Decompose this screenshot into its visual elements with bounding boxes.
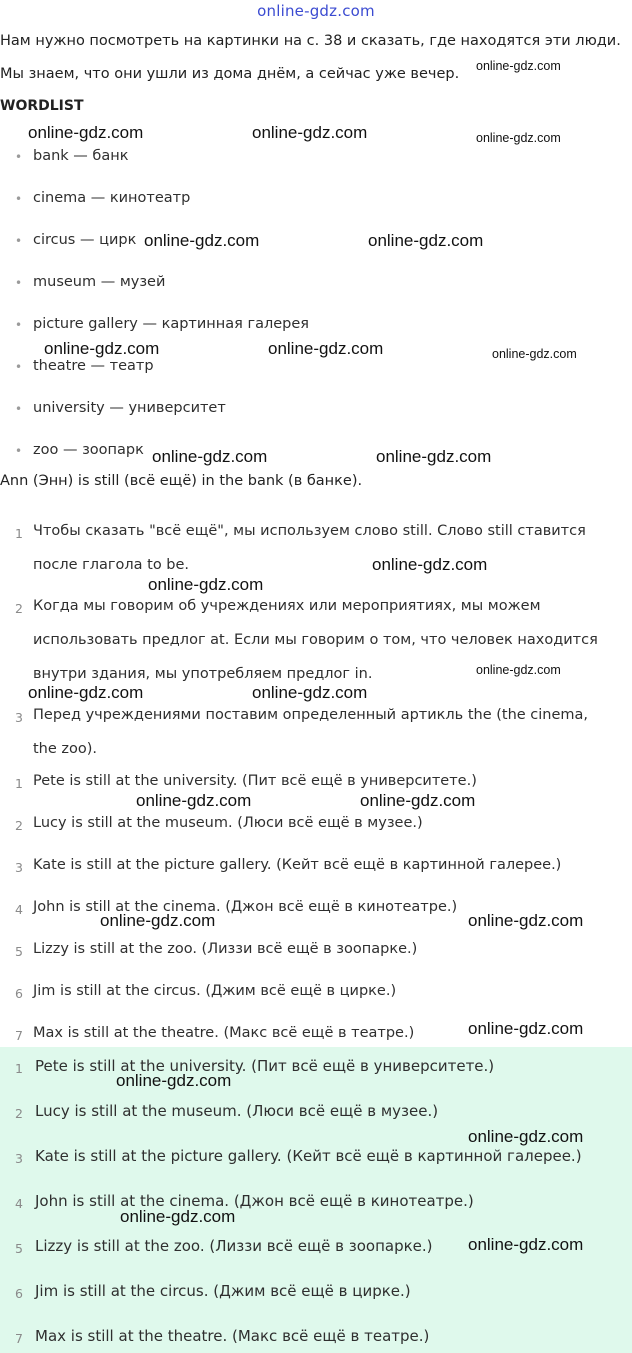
watermark: online-gdz.com bbox=[376, 447, 492, 466]
watermark: online-gdz.com bbox=[28, 683, 144, 702]
watermark: online-gdz.com bbox=[144, 231, 260, 250]
watermark: online-gdz.com bbox=[44, 339, 160, 358]
bullet: • bbox=[15, 150, 23, 164]
answer-number: 6 bbox=[15, 1286, 23, 1301]
answer-line: John is still at the cinema. (Джон всё ещё в кинотеатре.) bbox=[35, 1192, 474, 1210]
answer-number: 5 bbox=[15, 944, 23, 959]
rule-number: 2 bbox=[15, 601, 23, 616]
watermark: online-gdz.com bbox=[476, 663, 561, 677]
wordlist-title: WORDLIST bbox=[0, 98, 84, 114]
watermark: online-gdz.com bbox=[120, 1207, 236, 1226]
rule-line: использовать предлог at. Если мы говорим о том, что человек находится bbox=[33, 632, 598, 648]
answer-line: Lucy is still at the museum. (Люси всё ещё в музее.) bbox=[33, 815, 423, 831]
rule-number: 1 bbox=[15, 526, 23, 541]
wordlist-item: theatre — театр bbox=[33, 358, 154, 374]
watermark: online-gdz.com bbox=[152, 447, 268, 466]
watermark: online-gdz.com bbox=[492, 347, 577, 361]
answer-line: Lizzy is still at the zoo. (Лиззи всё ещё в зоопарке.) bbox=[35, 1237, 433, 1255]
wordlist-item: cinema — кинотеатр bbox=[33, 190, 191, 206]
watermark: online-gdz.com bbox=[252, 123, 368, 142]
answer-number: 3 bbox=[15, 860, 23, 875]
answer-line: Lucy is still at the museum. (Люси всё ещё в музее.) bbox=[35, 1102, 439, 1120]
watermark: online-gdz.com bbox=[372, 555, 488, 574]
answer-number: 2 bbox=[15, 818, 23, 833]
watermark: online-gdz.com bbox=[268, 339, 384, 358]
bullet: • bbox=[15, 360, 23, 374]
wordlist-item: museum — музей bbox=[33, 274, 166, 290]
rule-line: после глагола to be. bbox=[33, 557, 190, 573]
answer-number: 5 bbox=[15, 1241, 23, 1256]
wordlist-item: circus — цирк bbox=[33, 232, 137, 248]
answer-line: Max is still at the theatre. (Макс всё ещё в театре.) bbox=[33, 1025, 415, 1041]
rule-number: 3 bbox=[15, 710, 23, 725]
watermark: online-gdz.com bbox=[252, 683, 368, 702]
rule-line: the zoo). bbox=[33, 741, 98, 757]
bullet: • bbox=[15, 444, 23, 458]
watermark: online-gdz.com bbox=[468, 1019, 584, 1038]
answer-number: 1 bbox=[15, 776, 23, 791]
answer-number: 7 bbox=[15, 1028, 23, 1043]
example-sentence: Ann (Энн) is still (всё ещё) in the bank (в банке). bbox=[0, 473, 363, 489]
rule-line: внутри здания, мы употребляем предлог in. bbox=[33, 666, 373, 682]
intro-line-2: Мы знаем, что они ушли из дома днём, а сейчас уже вечер. bbox=[0, 66, 460, 82]
wordlist-item: university — университет bbox=[33, 400, 226, 416]
answer-number: 6 bbox=[15, 986, 23, 1001]
watermark: online-gdz.com bbox=[468, 911, 584, 930]
watermark: online-gdz.com bbox=[136, 791, 252, 810]
answer-line: Jim is still at the circus. (Джим всё ещё в цирке.) bbox=[33, 983, 397, 999]
bullet: • bbox=[15, 192, 23, 206]
bullet: • bbox=[15, 234, 23, 248]
site-header-link[interactable]: online-gdz.com bbox=[257, 2, 375, 20]
intro-line-1: Нам нужно посмотреть на картинки на с. 38 и сказать, где находятся эти люди. bbox=[0, 33, 621, 49]
watermark: online-gdz.com bbox=[360, 791, 476, 810]
watermark: online-gdz.com bbox=[368, 231, 484, 250]
rule-line: Перед учреждениями поставим определенный артикль the (the cinema, bbox=[33, 707, 589, 723]
answer-number: 7 bbox=[15, 1331, 23, 1346]
answer-number: 3 bbox=[15, 1151, 23, 1166]
answer-number: 2 bbox=[15, 1106, 23, 1121]
answer-number: 4 bbox=[15, 902, 23, 917]
wordlist-item: zoo — зоопарк bbox=[33, 442, 144, 458]
watermark: online-gdz.com bbox=[476, 59, 561, 73]
bullet: • bbox=[15, 318, 23, 332]
watermark: online-gdz.com bbox=[468, 1235, 584, 1254]
bullet: • bbox=[15, 276, 23, 290]
wordlist-item: bank — банк bbox=[33, 148, 129, 164]
watermark: online-gdz.com bbox=[116, 1071, 232, 1090]
watermark: online-gdz.com bbox=[476, 131, 561, 145]
answer-line: John is still at the cinema. (Джон всё ещё в кинотеатре.) bbox=[33, 899, 458, 915]
answer-number: 4 bbox=[15, 1196, 23, 1211]
answer-number: 1 bbox=[15, 1061, 23, 1076]
answer-line: Max is still at the theatre. (Макс всё ещё в театре.) bbox=[35, 1327, 430, 1345]
answer-line: Pete is still at the university. (Пит всё ещё в университете.) bbox=[33, 773, 477, 789]
answer-line: Kate is still at the picture gallery. (Кейт всё ещё в картинной галерее.) bbox=[33, 857, 562, 873]
rule-line: Чтобы сказать "всё ещё", мы используем слово still. Слово still ставится bbox=[33, 523, 586, 539]
answer-line: Kate is still at the picture gallery. (Кейт всё ещё в картинной галерее.) bbox=[35, 1147, 582, 1165]
answer-line: Lizzy is still at the zoo. (Лиззи всё ещё в зоопарке.) bbox=[33, 941, 418, 957]
watermark: online-gdz.com bbox=[468, 1127, 584, 1146]
bullet: • bbox=[15, 402, 23, 416]
wordlist-item: picture gallery — картинная галерея bbox=[33, 316, 310, 332]
watermark: online-gdz.com bbox=[28, 123, 144, 142]
watermark: online-gdz.com bbox=[100, 911, 216, 930]
answer-line: Pete is still at the university. (Пит всё ещё в университете.) bbox=[35, 1057, 495, 1075]
rule-line: Когда мы говорим об учреждениях или мероприятиях, мы можем bbox=[33, 598, 541, 614]
answer-line: Jim is still at the circus. (Джим всё ещё в цирке.) bbox=[35, 1282, 411, 1300]
watermark: online-gdz.com bbox=[148, 575, 264, 594]
